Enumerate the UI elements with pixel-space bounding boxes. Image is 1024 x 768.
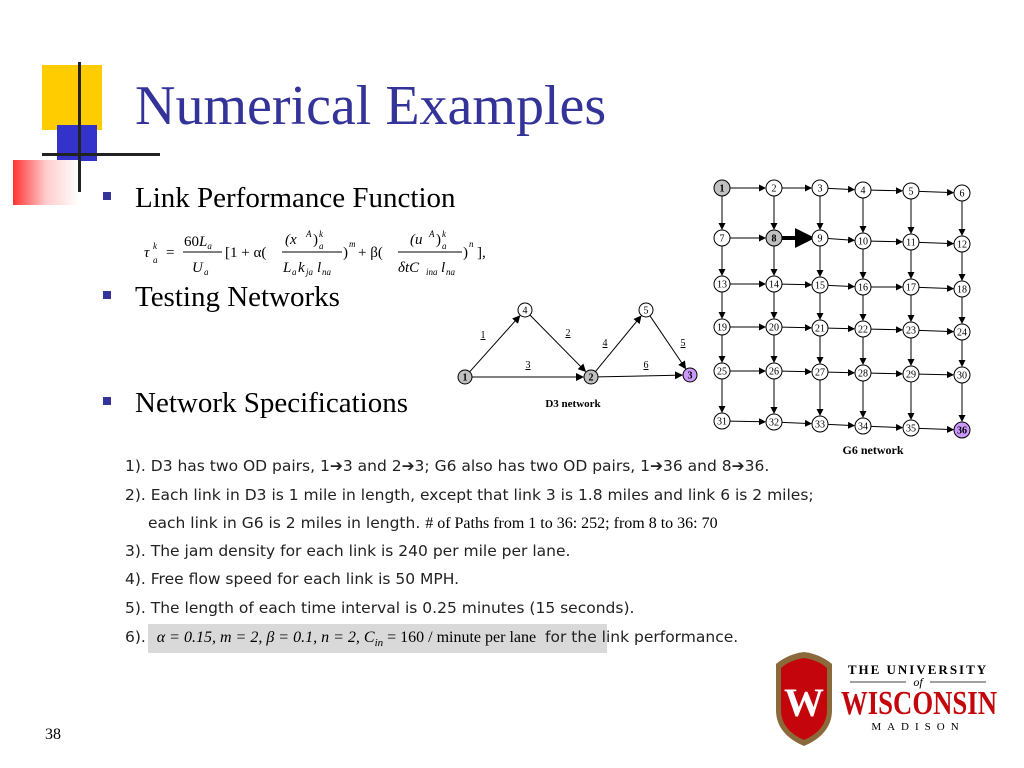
g6-link [828,285,854,286]
d3-link [470,316,520,372]
g6-node-label: 4 [860,185,866,197]
g6-link [919,374,953,375]
g6-link [828,372,854,373]
bullet-label: Testing Networks [135,281,340,313]
logo-wisconsin: WISCONSIN [841,685,998,722]
formula-delta-t-c: δtC [398,260,420,276]
d3-link-label: 3 [525,360,531,371]
svg-text:k: k [442,229,446,239]
formula-bracket-open: [1 + α( [225,245,267,261]
g6-link [782,371,811,372]
g6-link [919,191,953,192]
svg-text:): ) [436,232,441,248]
formula-l: l [441,260,446,276]
g6-node-label: 5 [908,186,914,198]
formula-m: m [349,239,356,249]
d3-link-label: 6 [643,360,649,371]
g6-node-label: 2 [771,183,777,195]
svg-text:a: a [292,267,297,277]
g6-link [919,242,953,243]
g6-node-label: 13 [717,279,727,291]
formula-close1: ) [343,245,348,261]
g6-node-label: 24 [957,327,967,339]
svg-text:a: a [442,241,447,251]
g6-link [828,188,854,189]
d3-link-label: 5 [680,338,686,349]
logo-line1: THE UNIVERSITY [847,662,989,677]
g6-node-label: 34 [858,421,868,433]
formula-end: ], [477,245,486,261]
g6-node-label: 7 [719,233,725,245]
svg-text:a: a [319,241,324,251]
g6-node-label: 9 [817,233,823,245]
svg-text:k: k [153,241,157,251]
g6-node-label: 27 [815,367,825,379]
bullet-square-icon [103,192,111,200]
formula-tau: τ [144,245,150,261]
g6-link [871,241,902,242]
spec-line-6-suffix: for the link performance. [545,628,739,646]
bullet-square-icon [103,291,111,299]
bullet-label: Link Performance Function [135,182,456,214]
g6-links [719,185,962,430]
logo-of: of [913,675,923,689]
g6-link [919,330,953,331]
g6-node-label: 8 [771,233,777,245]
spec-line-1: 1). D3 has two OD pairs, 1➔3 and 2➔3; G6 also has two OD pairs, 1➔36 and 8➔36. [125,457,770,475]
g6-node-label: 10 [858,236,868,248]
svg-text:k: k [298,260,305,276]
d3-node-label: 3 [687,370,693,382]
g6-link [919,287,953,288]
g6-node-label: 12 [957,239,967,251]
g6-node-label: 36 [957,425,967,437]
g6-link [828,328,854,329]
bullet-square-icon [103,397,111,405]
svg-text:60La: $60L_a$ [184,234,212,251]
g6-node-label: 35 [906,423,916,435]
d3-caption: D3 network [545,398,601,410]
svg-text:na: na [322,267,331,277]
spec-line-2b-text: each link in G6 is 2 miles in length. [148,514,421,532]
g6-node-label: 32 [769,417,779,429]
slide-title: Numerical Examples [135,75,607,137]
g6-node-label: 6 [959,188,965,200]
g6-node-label: 21 [815,323,825,335]
formula-u: (u [410,232,423,248]
d3-node-label: 5 [643,305,649,317]
svg-text:A: A [429,229,435,239]
g6-node-label: 18 [957,284,967,296]
g6-node-label: 17 [906,282,916,294]
g6-link [730,421,765,422]
g6-node-label: 3 [817,183,823,195]
formula-U: U [192,260,203,276]
svg-text:W: W [784,680,824,725]
g6-node-label: 11 [906,237,916,249]
d3-link-label: 4 [602,338,608,349]
g6-link [782,327,811,328]
spec-line-6 [125,628,738,649]
g6-link [828,424,854,425]
g6-node-label: 33 [815,419,825,431]
d3-network-diagram [448,296,708,416]
formula-L: L [283,260,292,276]
g6-node-label: 26 [769,366,779,378]
uw-crest-icon [776,652,832,746]
spec-line-2: 2). Each link in D3 is 1 mile in length, except that link 3 is 1.8 miles and link 6 is 2 miles; [125,486,814,504]
bullet-network-specifications [103,387,408,420]
d3-nodes [458,303,697,384]
uw-madison-logo [768,650,1008,750]
spec-line-6-sub: in [374,637,384,650]
g6-link [828,239,854,241]
spec-line-2b [148,514,718,533]
svg-text:l: l [317,260,322,276]
formula-n: n [469,239,474,249]
g6-node-label: 31 [717,416,727,428]
deco-vertical-line [78,62,81,192]
g6-node-label: 16 [858,282,868,294]
d3-links [470,315,686,377]
d3-link-labels [481,328,686,371]
g6-link [919,428,953,429]
formula-ina: ina [426,267,438,277]
g6-link [871,329,902,330]
g6-link [871,190,902,191]
page-number: 38 [45,726,61,743]
deco-red-square [13,160,79,205]
g6-node-label: 30 [957,370,967,382]
bullet-link-performance [103,182,456,215]
d3-node-label: 2 [588,372,594,384]
svg-text:A: A [306,229,312,239]
spec-line-5: 5). The length of each time interval is 0.25 minutes (15 seconds). [125,599,635,617]
g6-node-label: 14 [769,279,779,291]
formula-sixty: 60 [184,234,199,250]
formula-close2: ) [463,245,468,261]
svg-text:k: k [319,229,323,239]
deco-yellow-square [42,65,102,130]
svg-text:): ) [313,232,318,248]
d3-node-label: 1 [462,372,468,384]
formula-na: na [446,267,455,277]
bullet-label: Network Specifications [135,387,409,419]
g6-node-label: 20 [769,322,779,334]
spec-line-6-rest: = 160 / minute per lane [383,629,537,646]
spec-line-3: 3). The jam density for each link is 240 per mile per lane. [125,542,571,560]
g6-node-label: 15 [815,280,825,292]
formula-ja: ja [306,267,314,277]
deco-horizontal-line [42,153,160,156]
d3-link-label: 2 [565,328,571,339]
g6-network-diagram [700,172,1000,462]
spec-line-6-prefix: 6). [125,628,146,646]
spec-line-6-formula: α = 0.15, m = 2, β = 0.1, n = 2, C [156,629,375,646]
g6-node-label: 29 [906,369,916,381]
bullet-testing-networks [103,281,340,314]
logo-madison: MADISON [871,721,965,733]
g6-node-label: 22 [858,324,868,336]
g6-node-label: 25 [717,366,727,378]
g6-node-label: 28 [858,368,868,380]
svg-text:a: a [153,255,158,265]
g6-nodes [714,180,970,438]
svg-text:a: a [204,267,209,277]
g6-node-label: 1 [719,183,725,195]
d3-node-label: 4 [522,305,528,317]
g6-link [782,284,811,285]
g6-link [782,422,811,423]
g6-node-label: 23 [906,325,916,337]
g6-link [871,426,902,427]
g6-node-label: 19 [717,322,727,334]
formula-x: (x [285,232,297,248]
spec-paths-note: # of Paths from 1 to 36: 252; from 8 to 36: 70 [425,515,718,532]
g6-caption: G6 network [842,443,904,457]
d3-link [598,375,682,377]
formula-equals: = [166,245,175,261]
g6-link [871,373,902,374]
d3-link [530,315,585,371]
formula-plus-beta: + β( [358,245,383,261]
d3-link-label: 1 [480,330,486,341]
spec-line-4: 4). Free flow speed for each link is 50 MPH. [125,570,460,588]
link-performance-formula [140,225,500,280]
